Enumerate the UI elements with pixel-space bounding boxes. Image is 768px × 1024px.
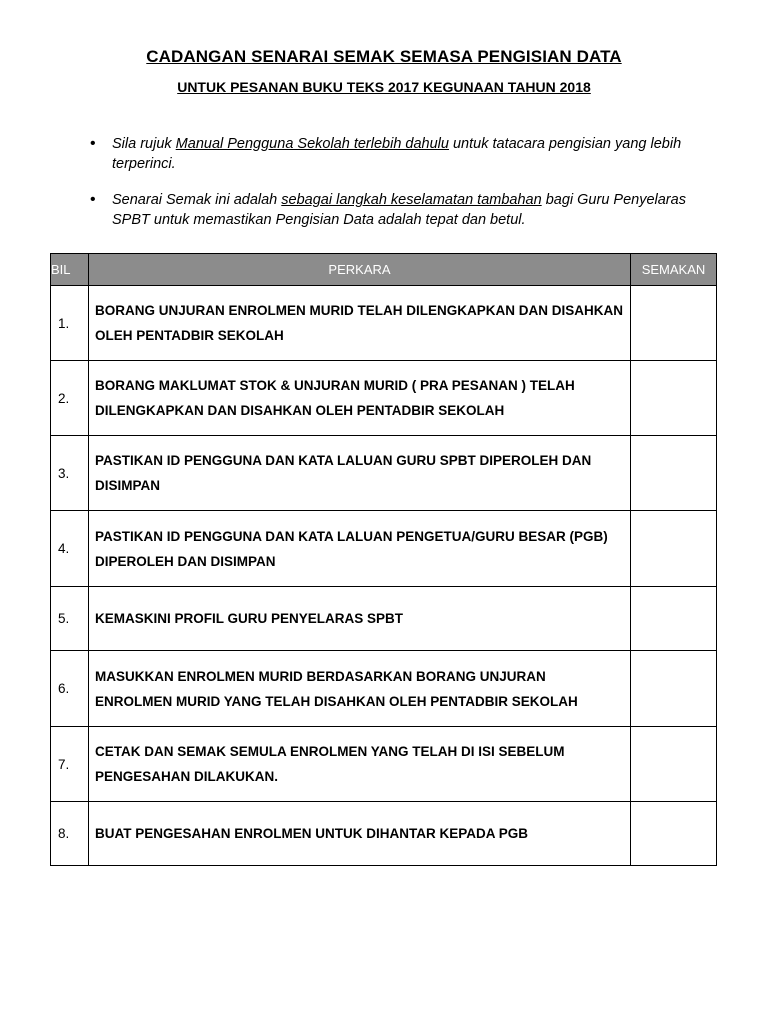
instruction-list	[90, 134, 690, 246]
table-row	[51, 587, 717, 651]
row-item: KEMASKINI PROFIL GURU PENYELARAS SPBT	[89, 587, 631, 651]
table-header-row	[51, 254, 717, 286]
table-row	[51, 727, 717, 802]
instruction-item	[90, 190, 690, 230]
instruction-text: untuk tatacara pengisian yang lebih terperinci.	[112, 136, 682, 172]
instruction-emphasis: Manual Pengguna Sekolah terlebih dahulu	[175, 136, 449, 152]
document-title: CADANGAN SENARAI SEMAK SEMASA PENGISIAN DATA	[146, 47, 622, 66]
row-number: 1.	[51, 286, 89, 361]
check-cell[interactable]	[631, 436, 717, 511]
row-number: 3.	[51, 436, 89, 511]
check-cell[interactable]	[631, 651, 717, 727]
table-row	[51, 286, 717, 361]
row-number: 2.	[51, 361, 89, 436]
bullet-icon: •	[90, 191, 96, 208]
instruction-text: bagi Guru Penyelaras SPBT untuk memastikan Pengisian Data adalah tepat dan betul.	[112, 192, 686, 228]
row-item: BORANG UNJURAN ENROLMEN MURID TELAH DILENGKAPKAN DAN DISAHKAN OLEH PENTADBIR SEKOLAH	[89, 286, 631, 361]
header-bil: BIL	[51, 254, 89, 286]
checklist-table	[50, 253, 717, 866]
check-cell[interactable]	[631, 511, 717, 587]
row-item: BORANG MAKLUMAT STOK & UNJURAN MURID ( PRA PESANAN ) TELAH DILENGKAPKAN DAN DISAHKAN OLEH PENTADBIR SEKOLAH	[89, 361, 631, 436]
instruction-text: Sila rujuk	[112, 136, 176, 152]
row-number: 4.	[51, 511, 89, 587]
table-row	[51, 651, 717, 727]
instruction-emphasis: sebagai langkah keselamatan tambahan	[281, 192, 542, 208]
check-cell[interactable]	[631, 286, 717, 361]
row-number: 6.	[51, 651, 89, 727]
row-item: PASTIKAN ID PENGGUNA DAN KATA LALUAN PENGETUA/GURU BESAR (PGB) DIPEROLEH DAN DISIMPAN	[89, 511, 631, 587]
check-cell[interactable]	[631, 727, 717, 802]
check-cell[interactable]	[631, 361, 717, 436]
instruction-item	[90, 134, 690, 174]
row-item: PASTIKAN ID PENGGUNA DAN KATA LALUAN GURU SPBT DIPEROLEH DAN DISIMPAN	[89, 436, 631, 511]
check-cell[interactable]	[631, 587, 717, 651]
row-number: 7.	[51, 727, 89, 802]
row-number: 8.	[51, 802, 89, 866]
header-perkara: PERKARA	[89, 254, 631, 286]
bullet-icon: •	[90, 135, 96, 152]
row-item: BUAT PENGESAHAN ENROLMEN UNTUK DIHANTAR KEPADA PGB	[89, 802, 631, 866]
table-row	[51, 511, 717, 587]
row-item: CETAK DAN SEMAK SEMULA ENROLMEN YANG TELAH DI ISI SEBELUM PENGESAHAN DILAKUKAN.	[89, 727, 631, 802]
instruction-text: Senarai Semak ini adalah	[112, 192, 282, 208]
row-item: MASUKKAN ENROLMEN MURID BERDASARKAN BORANG UNJURAN ENROLMEN MURID YANG TELAH DISAHKAN OLEH PENTADBIR SEKOLAH	[89, 651, 631, 727]
table-row	[51, 802, 717, 866]
header-semakan: SEMAKAN	[631, 254, 717, 286]
table-row	[51, 361, 717, 436]
table-row	[51, 436, 717, 511]
check-cell[interactable]	[631, 802, 717, 866]
document-subtitle: UNTUK PESANAN BUKU TEKS 2017 KEGUNAAN TAHUN 2018	[177, 79, 591, 95]
row-number: 5.	[51, 587, 89, 651]
